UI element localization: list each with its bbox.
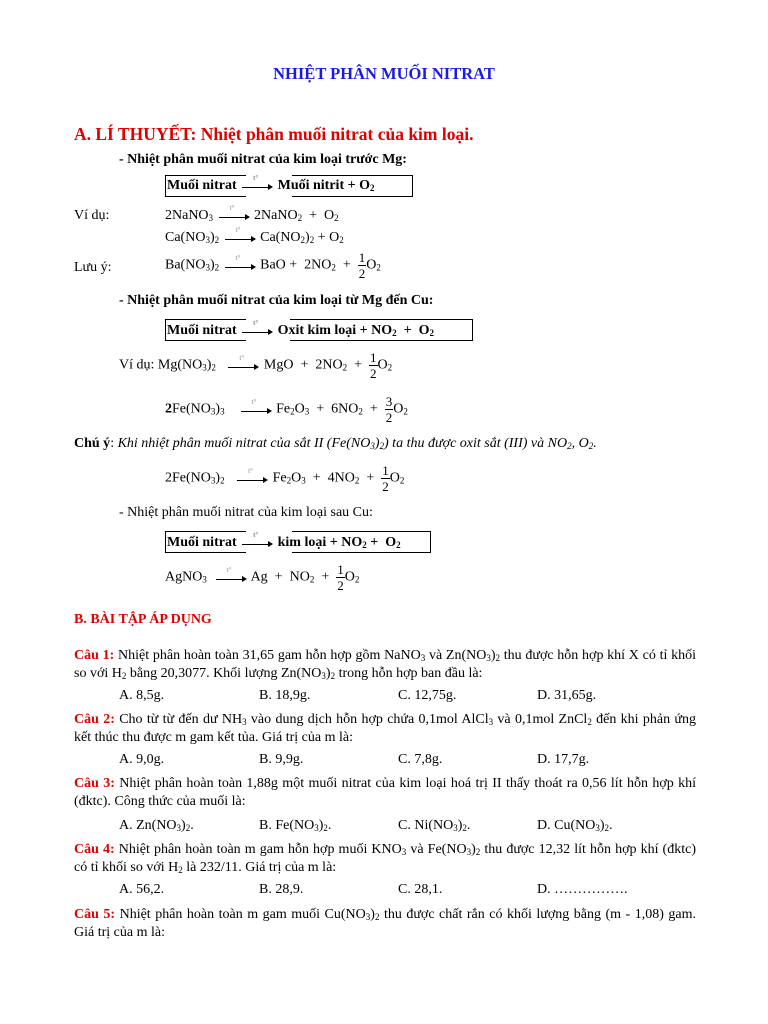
subheading-mg-to-cu: - Nhiệt phân muối nitrat của kim loại từ Mg đến Cu: xyxy=(119,293,434,308)
rule3-line: Muối nitrat t° kim loại + $NO_2 + O_2$ xyxy=(167,530,401,550)
q4-option-a: A. 56,2. xyxy=(119,882,165,897)
vidu-label: Ví dụ: xyxy=(74,208,110,223)
q3-option-c: C. $Ni(NO_3)_2$. xyxy=(398,818,471,833)
q2-option-a: A. 9,0g. xyxy=(119,752,165,767)
q1-option-a: A. 8,5g. xyxy=(119,688,165,703)
fraction-half: $\frac{1}{2}$ xyxy=(382,463,389,494)
heat-arrow: t° xyxy=(239,403,273,417)
heat-arrow: t° xyxy=(217,209,251,223)
equation-agno3: AgNO$_3$ t° $Ag + NO_2$ + $\frac{1}{2}$ $O_2$ xyxy=(165,562,360,593)
heat-arrow: t° xyxy=(235,472,269,486)
luuy-label: Lưu ý: xyxy=(74,260,112,275)
equation-feno3-3: $2Fe(NO_3)_3$ t° $Fe_2O_3 + 6NO_2$ + $\frac{3}{2}$ $O_2$ xyxy=(165,394,408,425)
q1-option-b: B. 18,9g. xyxy=(259,688,311,703)
q3-option-b: B. $Fe(NO_3)_2$. xyxy=(259,818,332,833)
rule1-line: Muối nitrat t° Muối nitrit + $O_2$ xyxy=(167,173,375,193)
question-4: Câu 4: Nhiệt phân hoàn toàn m gam hỗn hợp muối $KNO_3$ và $Fe(NO_3)_2$ thu được 12,32 lít hỗn hợp khí (đktc) có tỉ khối so với $H_2$ là 232/11. Giá trị của m là: xyxy=(74,842,696,875)
question-2: Câu 2: Cho từ từ đến dư $NH_3$ vào dung dịch hỗn hợp chứa 0,1mol AlCl$_3$ và 0,1mol ZnCl$_2$ đến khi phản ứng kết thúc thu được m gam kết tủa. Giá trị của m là: xyxy=(74,712,696,745)
q4-option-b: B. 28,9. xyxy=(259,882,304,897)
chu-y-note: Chú ý: Khi nhiệt phân muối nitrat của sắt II $(Fe(NO_3)_2)$ ta thu được oxit sắt (III) và $NO_2$, $O_2$. xyxy=(74,436,597,451)
heat-arrow: t° xyxy=(240,536,274,550)
q3-option-a: A. $Zn(NO_3)_2$. xyxy=(119,818,194,833)
heat-arrow: t° xyxy=(240,179,274,193)
heat-arrow: t° xyxy=(240,324,274,338)
page-title: NHIỆT PHÂN MUỐI NITRAT xyxy=(273,64,495,83)
q4-option-d: D. ……………. xyxy=(537,882,628,897)
q4-option-c: C. 28,1. xyxy=(398,882,443,897)
heat-arrow: t° xyxy=(223,231,257,245)
rule2-line: Muối nitrat t° Oxit kim loại + $NO_2 + O_2$ xyxy=(167,318,435,338)
subheading-after-cu: - Nhiệt phân muối nitrat của kim loại sau Cu: xyxy=(119,505,373,520)
heat-arrow: t° xyxy=(226,359,260,373)
heat-arrow: t° xyxy=(214,571,248,585)
fraction-half: $\frac{1}{2}$ xyxy=(337,562,344,593)
question-5: Câu 5: Nhiệt phân hoàn toàn m gam muối $Cu(NO_3)_2$ thu được chất rắn có khối lượng bằng (m - 1,08) gam. Giá trị của m là: xyxy=(74,907,696,940)
fraction-three-halves: $\frac{3}{2}$ xyxy=(385,394,393,425)
fraction-half: $\frac{1}{2}$ xyxy=(358,250,366,281)
equation-feno3-2: $2Fe(NO_3)_2$ t° $Fe_2O_3 + 4NO_2$ + $\frac{1}{2}$ $O_2$ xyxy=(165,463,405,494)
rule3-left: Muối nitrat xyxy=(167,535,237,550)
equation-bano3: $Ba(NO_3)_2$ t° BaO + $2NO_2$ + $\frac{1}{2}$ $O_2$ xyxy=(165,250,381,281)
rule2-left: Muối nitrat xyxy=(167,323,237,338)
rule2-right: Oxit kim loại + NO xyxy=(277,323,393,338)
heat-arrow: t° xyxy=(223,259,257,273)
q2-option-d: D. 17,7g. xyxy=(537,752,590,767)
q2-option-c: C. 7,8g. xyxy=(398,752,443,767)
question-1: Câu 1: Nhiệt phân hoàn toàn 31,65 gam hỗn hợp gồm NaNO$_3$ và $Zn(NO_3)_2$ thu được hỗn hợp khí X có tỉ khối so với $H_2$ bằng 20,3077. Khối lượng $Zn(NO_3)_2$ trong hỗn hợp ban đầu là: xyxy=(74,648,696,681)
rule1-right: Muối nitrit + O xyxy=(277,178,370,193)
rule3-right: kim loại + NO xyxy=(277,535,363,550)
q2-option-b: B. 9,9g. xyxy=(259,752,304,767)
vidu2-label: Ví dụ: xyxy=(119,357,155,373)
subheading-before-mg: - Nhiệt phân muối nitrat của kim loại trước Mg: xyxy=(119,152,407,167)
question-3: Câu 3: Nhiệt phân hoàn toàn 1,88g một muối nitrat của kim loại hoá trị II thấy thoát ra 0,56 lít hỗn hợp khí (đktc). Công thức của muối là: xyxy=(74,776,696,809)
rule1-left: Muối nitrat xyxy=(167,178,237,193)
equation-mgno3: Ví dụ: $Mg(NO_3)_2$ t° MgO + $2NO_2$ + $\frac{1}{2}$ $O_2$ xyxy=(119,350,393,381)
q1-option-c: C. 12,75g. xyxy=(398,688,457,703)
q1-option-d: D. 31,65g. xyxy=(537,688,597,703)
equation-nano3: 2NaNO$_3$ t° 2NaNO$_2$ + $O_2$ xyxy=(165,203,339,223)
equation-cano3: $Ca(NO_3)_2$ t° $Ca(NO_2)_2 + O_2$ xyxy=(165,225,344,245)
section-b-heading: B. BÀI TẬP ÁP DỤNG xyxy=(74,612,212,627)
q3-option-d: D. $Cu(NO_3)_2$. xyxy=(537,818,613,833)
fraction-half: $\frac{1}{2}$ xyxy=(370,350,377,381)
section-a-heading: A. LÍ THUYẾT: Nhiệt phân muối nitrat của kim loại. xyxy=(74,124,474,144)
